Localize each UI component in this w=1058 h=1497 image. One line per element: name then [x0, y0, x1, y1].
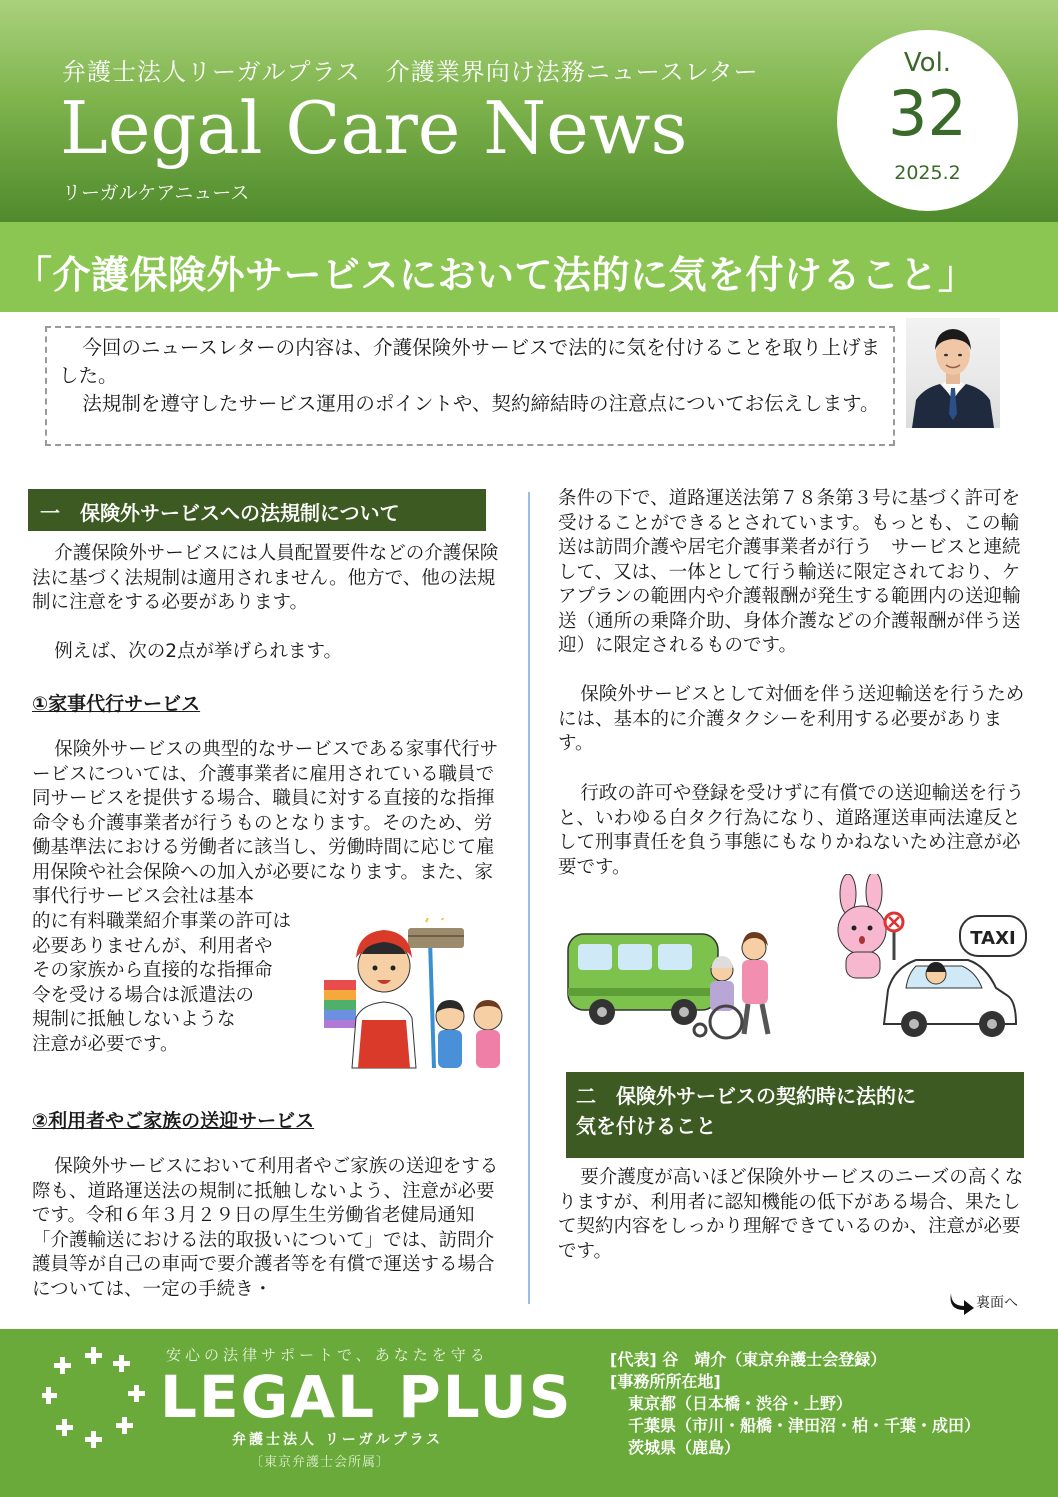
section1-heading: 一 保険外サービスへの法規制について	[28, 489, 486, 531]
right-paragraph-1: 条件の下で、道路運送法第７８条第３号に基づく許可を受けることができるとされています。もっとも、この輸送は訪問介護や居宅介護事業者が行う サービスと連続して、又は、一体として行う輸送に限定されており、ケアプランの範囲内や介護報酬が発生する範囲内の送迎輸送（通所の乗降介助、身体介護などの介護報酬が伴う送迎）に限定されるものです。	[558, 488, 1021, 656]
masthead	[0, 0, 1058, 222]
next-page-label: 裏面へ	[976, 1295, 1018, 1311]
right-paragraph-2: 保険外サービスとして対価を伴う送迎輸送を行うためには、基本的に介護タクシーを利用する必要があります。	[558, 684, 1025, 754]
housekeeping-paragraph: 保険外サービスの典型的なサービスである家事代行サービスについては、介護事業者に雇用されている職員で同サービスを提供する場合、職員に対する直接的な指揮命令も介護事業者が行うものとなります。そのため、労働基準法における労働者に該当し、労働時間に応じて雇用保険や社会保険への加入が必要になります。また、家事代行サービス会社は基本	[32, 739, 499, 907]
housekeeping-paragraph-cont	[32, 910, 332, 1057]
subheading-housekeeping: ①家事代行サービス	[32, 693, 201, 715]
text-line: 規制に抵触しないような	[32, 1009, 236, 1030]
section2-heading-line: 気を付けること	[576, 1114, 716, 1138]
section2-heading-line: 二 保険外サービスの契約時に法的に	[576, 1084, 916, 1108]
subheading-transport: ②利用者やご家族の送迎サービス	[32, 1110, 315, 1132]
footer-representative: [代表] 谷 靖介（東京弁護士会登録）	[610, 1350, 887, 1369]
footer	[0, 1329, 1058, 1497]
footer-bar-association: 〔東京弁護士会所属〕	[250, 1455, 391, 1470]
plus-ring-logo-icon	[42, 1343, 152, 1453]
intro-paragraph-2: 法規制を遵守したサービス運用のポイントや、契約締結時の注意点についてお伝えします。	[82, 392, 880, 415]
taxi-sign-text: TAXI	[970, 928, 1016, 949]
lawyer-portrait	[906, 318, 1000, 428]
newsletter-subtitle: 弁護士法人リーガルプラス 介護業界向け法務ニュースレター	[62, 58, 759, 86]
intro-box	[45, 326, 895, 446]
right-paragraph-3: 行政の許可や登録を受けずに有償での送迎輸送を行うと、いわゆる白タク行為になり、道路運送車両法違反として刑事責任を負う事態にもなりかねないため注意が必要です。	[558, 783, 1025, 878]
footer-office: 千葉県（市川・船橋・津田沼・柏・千葉・成田）	[628, 1416, 981, 1435]
next-page-indicator	[948, 1290, 1018, 1316]
footer-contact-info	[610, 1349, 980, 1459]
intro-paragraph-1: 今回のニュースレターの内容は、介護保険外サービスで法的に気を付けることを取り上げました。	[59, 336, 881, 387]
footer-office: 東京都（日本橋・渋谷・上野）	[628, 1394, 853, 1413]
footer-logo-text: LEGAL PLUS	[160, 1363, 573, 1431]
footer-firm-name: 弁護士法人 リーガルプラス	[232, 1432, 444, 1448]
theme-band	[0, 222, 1058, 312]
column-divider	[528, 492, 530, 1304]
text-line: 注意が必要です。	[32, 1033, 179, 1055]
care-van-illustration	[564, 926, 784, 1042]
section2-heading	[566, 1072, 1024, 1158]
issue-date: 2025.2	[894, 162, 961, 184]
newsletter-title-kana: リーガルケアニュース	[62, 182, 250, 204]
section1-paragraph-2: 例えば、次の2点が挙げられます。	[54, 641, 342, 662]
section2-paragraph: 要介護度が高いほど保険外サービスのニーズの高くなりますが、利用者に認知機能の低下がある場合、果たして契約内容をしっかり理解できているのか、注意が必要です。	[558, 1167, 1024, 1262]
taxi-illustration	[832, 874, 1032, 1042]
volume-label: Vol.	[903, 48, 952, 78]
transport-paragraph: 保険外サービスにおいて利用者やご家族の送迎をする際も、道路運送法の規制に抵触しないよう、注意が必要です。令和６年３月２９日の厚生生労働省老健局通知「介護輸送における法的取扱いについて」では、訪問介護員等が自己の車両で要介護者等を有償で運送する場合については、一定の手続き・	[32, 1156, 499, 1300]
text-line: その家族から直接的な指揮命	[32, 960, 273, 981]
turn-arrow-icon	[948, 1290, 976, 1316]
text-line: 必要ありませんが、利用者や	[32, 935, 273, 957]
volume-badge	[837, 30, 1018, 211]
text-line: 的に有料職業紹介事業の許可は	[32, 911, 292, 932]
section1-paragraph-1: 介護保険外サービスには人員配置要件などの介護保険法に基づく法規制は適用されません。他方で、他の法規制に注意をする必要があります。	[32, 543, 499, 613]
footer-office: 茨城県（鹿島）	[628, 1438, 741, 1457]
housekeeper-illustration	[322, 918, 512, 1070]
footer-office-label: [事務所所在地]	[610, 1372, 721, 1391]
footer-slogan: 安心の法律サポートで、あなたを守る	[166, 1346, 489, 1364]
text-line: 令を受ける場合は派遣法の	[32, 984, 255, 1006]
newsletter-title: Legal Care News	[60, 86, 688, 170]
theme-title: 「介護保険外サービスにおいて法的に気を付けること」	[14, 253, 977, 297]
volume-number: 32	[888, 77, 967, 150]
